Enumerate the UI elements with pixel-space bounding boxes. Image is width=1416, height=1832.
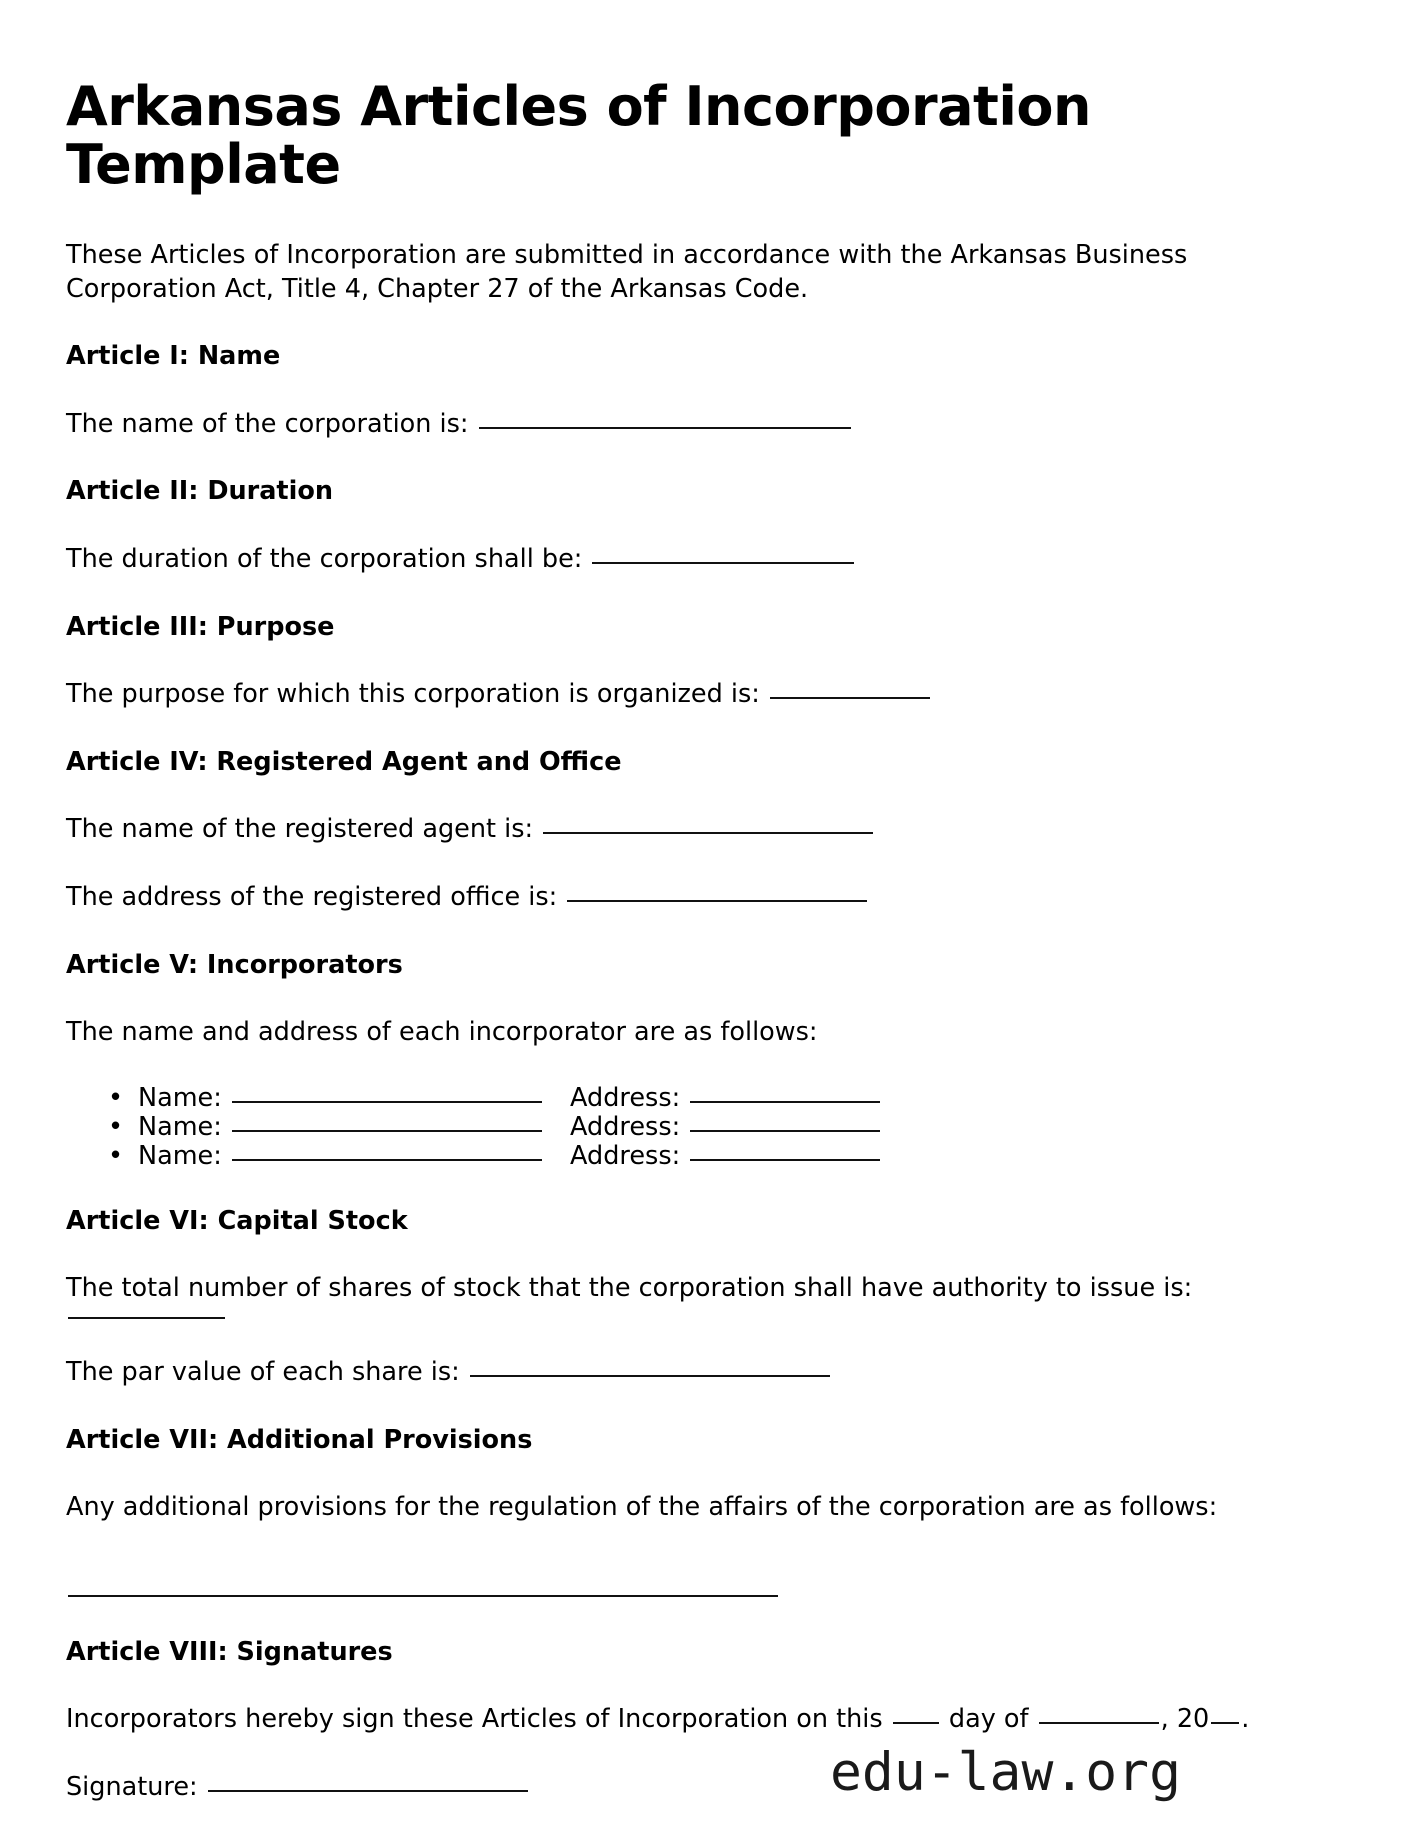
signature-year-suffix: . bbox=[1241, 1703, 1250, 1734]
total-shares-blank[interactable] bbox=[68, 1317, 225, 1319]
registered-agent-label: The name of the registered agent is: bbox=[66, 813, 534, 844]
incorporator-list bbox=[66, 1084, 1296, 1171]
registered-agent-field-row bbox=[66, 813, 1296, 847]
bullet-icon: • bbox=[108, 1111, 124, 1142]
registered-office-label: The address of the registered office is: bbox=[66, 881, 558, 912]
list-item bbox=[108, 1084, 1296, 1113]
intro-paragraph: These Articles of Incorporation are submitted in accordance with the Arkansas Business Corporation Act, Title 4, Chapter 27 of the Arkansas Code. bbox=[66, 239, 1188, 304]
registered-agent-blank[interactable] bbox=[543, 832, 873, 834]
duration-field-row bbox=[66, 543, 1296, 577]
purpose-field-row bbox=[66, 678, 1296, 712]
list-item bbox=[108, 1113, 1296, 1142]
bullet-icon: • bbox=[108, 1082, 124, 1113]
article-vi-heading: Article VI: Capital Stock bbox=[66, 1205, 408, 1236]
incorporator-name-blank[interactable] bbox=[232, 1159, 542, 1161]
article-iii-heading: Article III: Purpose bbox=[66, 611, 335, 642]
signature-day-blank[interactable] bbox=[893, 1722, 939, 1724]
signature-year-prefix: 20 bbox=[1176, 1703, 1210, 1734]
article-iv-heading: Article IV: Registered Agent and Office bbox=[66, 746, 622, 777]
article-i-heading: Article I: Name bbox=[66, 341, 281, 372]
incorporator-name-label: Name: bbox=[138, 1140, 222, 1171]
par-value-field-row bbox=[66, 1356, 1296, 1390]
additional-provisions-label: Any additional provisions for the regulation of the affairs of the corporation are as follows: bbox=[66, 1491, 1218, 1522]
signature-statement-part1: Incorporators hereby sign these Articles of Incorporation on this bbox=[66, 1703, 883, 1734]
article-vii-heading: Article VII: Additional Provisions bbox=[66, 1424, 533, 1455]
page-title: Arkansas Articles of Incorporation Template bbox=[66, 75, 1091, 197]
additional-provisions-label-row bbox=[66, 1491, 1296, 1525]
additional-provisions-blank-row bbox=[66, 1559, 1296, 1604]
signature-year-group bbox=[1177, 1704, 1250, 1734]
incorporator-name-label: Name: bbox=[138, 1111, 222, 1142]
incorporator-name-label: Name: bbox=[138, 1082, 222, 1113]
incorporator-address-label: Address: bbox=[570, 1140, 681, 1171]
signature-statement bbox=[66, 1703, 1296, 1737]
purpose-label: The purpose for which this corporation is organized is: bbox=[66, 678, 760, 709]
bullet-icon: • bbox=[108, 1140, 124, 1171]
signature-statement-comma: , bbox=[1160, 1703, 1169, 1734]
article-viii-heading: Article VIII: Signatures bbox=[66, 1636, 393, 1667]
watermark: edu-law.org bbox=[830, 1742, 1181, 1803]
signature-statement-part2: day of bbox=[948, 1703, 1029, 1734]
additional-provisions-blank[interactable] bbox=[68, 1595, 778, 1597]
incorporator-name-blank[interactable] bbox=[232, 1101, 542, 1103]
corporation-name-blank[interactable] bbox=[479, 427, 851, 429]
total-shares-field-row bbox=[66, 1272, 1296, 1322]
par-value-label: The par value of each share is: bbox=[66, 1356, 460, 1387]
incorporator-address-blank[interactable] bbox=[690, 1130, 880, 1132]
article-ii-heading: Article II: Duration bbox=[66, 476, 334, 507]
signature-blank[interactable] bbox=[208, 1790, 528, 1792]
total-shares-label: The total number of shares of stock that the corporation shall have authority to issue is: bbox=[66, 1272, 1193, 1303]
duration-blank[interactable] bbox=[592, 562, 854, 564]
article-v-heading: Article V: Incorporators bbox=[66, 949, 403, 980]
registered-office-blank[interactable] bbox=[567, 900, 867, 902]
incorporator-address-label: Address: bbox=[570, 1111, 681, 1142]
signature-year-blank[interactable] bbox=[1211, 1722, 1239, 1724]
incorporator-address-label: Address: bbox=[570, 1082, 681, 1113]
par-value-blank[interactable] bbox=[470, 1375, 830, 1377]
incorporator-address-blank[interactable] bbox=[690, 1159, 880, 1161]
signature-month-blank[interactable] bbox=[1039, 1722, 1159, 1724]
list-item bbox=[108, 1142, 1296, 1171]
signature-label: Signature: bbox=[66, 1771, 198, 1802]
corporation-name-label: The name of the corporation is: bbox=[66, 408, 469, 439]
duration-label: The duration of the corporation shall be: bbox=[66, 543, 583, 574]
incorporators-intro: The name and address of each incorporator are as follows: bbox=[66, 1016, 818, 1047]
incorporator-address-blank[interactable] bbox=[690, 1101, 880, 1103]
purpose-blank[interactable] bbox=[770, 697, 930, 699]
corporation-name-field-row bbox=[66, 408, 1296, 442]
incorporator-name-blank[interactable] bbox=[232, 1130, 542, 1132]
registered-office-field-row bbox=[66, 881, 1296, 915]
